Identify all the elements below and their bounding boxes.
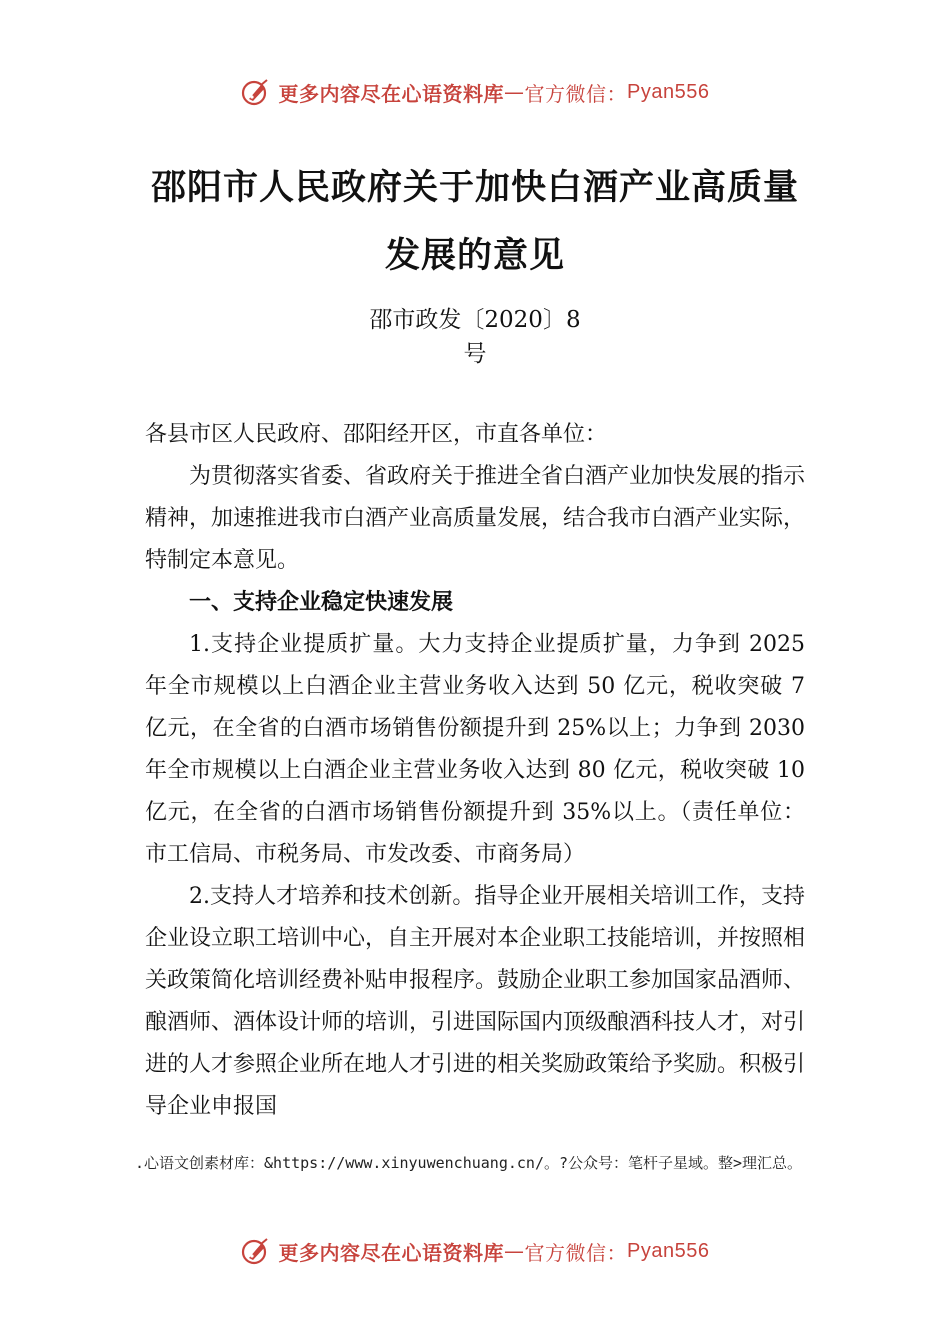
document-body	[145, 414, 805, 1128]
banner-brand-text: 更多内容尽在心语资料库	[278, 81, 505, 106]
footer-banner	[0, 1231, 950, 1271]
fountain-pen-icon	[241, 77, 271, 107]
footer-wechat-id: Pyan556	[627, 1239, 710, 1262]
salutation: 各县市区人民政府、邵阳经开区，市直各单位：	[145, 422, 608, 447]
footer-separator: —	[504, 1239, 525, 1263]
footer-wechat-label: 官方微信：	[524, 1240, 628, 1265]
footnote: .心语文创素材库：&https://www.xinyuwenchuang.cn/。?公众号：笔杆子星域。整>理汇总。	[135, 1154, 803, 1172]
document-number-line1: 邵市政发〔2020〕8	[369, 307, 581, 333]
document-number-line2: 号	[463, 341, 487, 367]
banner-wechat-label: 官方微信：	[524, 81, 628, 106]
document-number	[0, 303, 950, 371]
fountain-pen-icon	[241, 1236, 271, 1266]
document-title-line2: 发展的意见	[384, 235, 565, 276]
header-banner	[0, 72, 950, 112]
document-title-line1: 邵阳市人民政府关于加快白酒产业高质量	[150, 167, 799, 208]
section1-heading: 一、支持企业稳定快速发展	[189, 590, 454, 615]
banner-separator: —	[504, 80, 525, 104]
banner-wechat-id: Pyan556	[627, 80, 710, 103]
item1-paragraph: 1.支持企业提质扩量。大力支持企业提质扩量，力争到 2025 年全市规模以上白酒企业主营业务收入达到 50 亿元，税收突破 7 亿元，在全省的白酒市场销售份额提升到 25%以上；力争到 2030 年全市规模以上白酒企业主营业务收入达到 80 亿元，税收突破 10 亿元，在全省的白酒市场销售份额提升到 35%以上。（责任单位：市工信局、市税务局、市发改委、市商务局）	[145, 632, 805, 867]
intro-paragraph: 为贯彻落实省委、省政府关于推进全省白酒产业加快发展的指示精神，加速推进我市白酒产业高质量发展，结合我市白酒产业实际，特制定本意见。	[145, 464, 806, 573]
footer-brand-text: 更多内容尽在心语资料库	[278, 1240, 505, 1265]
item2-paragraph: 2.支持人才培养和技术创新。指导企业开展相关培训工作，支持企业设立职工培训中心，自主开展对本企业职工技能培训，并按照相关政策简化培训经费补贴申报程序。鼓励企业职工参加国家品酒师、酿酒师、酒体设计师的培训，引进国际国内顶级酿酒科技人才，对引进的人才参照企业所在地人才引进的相关奖励政策给予奖励。积极引导企业申报国	[145, 884, 806, 1119]
